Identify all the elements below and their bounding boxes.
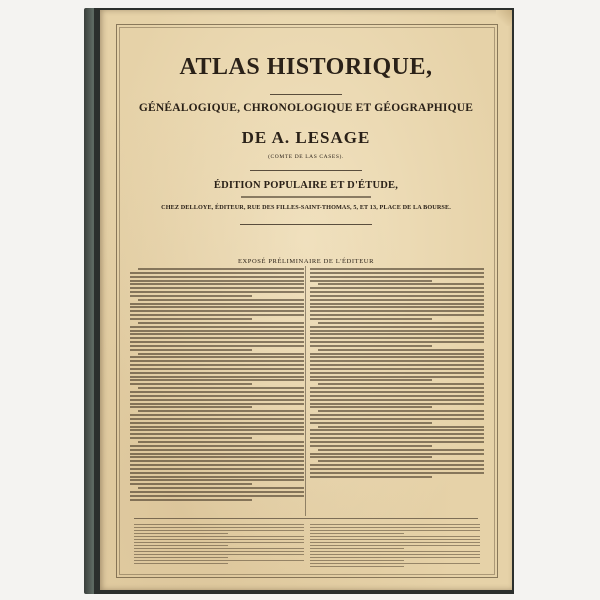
section-rule <box>250 170 362 171</box>
footnotes-right <box>310 524 480 569</box>
page-title: ATLAS HISTORIQUE, <box>179 54 433 80</box>
column-divider <box>305 266 306 516</box>
page-subtitle: GÉNÉALOGIQUE, CHRONOLOGIQUE ET GÉOGRAPHIQUE <box>138 102 474 114</box>
footnotes-left <box>134 524 304 566</box>
edition-line: ÉDITION POPULAIRE ET D'ÉTUDE, <box>213 180 399 191</box>
author-note: (COMTE DE LAS CASES). <box>268 154 344 160</box>
publisher-rule <box>240 224 372 225</box>
author-line: DE A. LESAGE <box>241 128 371 147</box>
page-corner <box>496 10 512 26</box>
body-column-left <box>130 268 304 502</box>
title-rule <box>270 94 342 95</box>
title-page <box>100 10 512 590</box>
body-column-right <box>310 268 484 479</box>
publisher-line: CHEZ DELLOYE, ÉDITEUR, RUE DES FILLES-SAINT-THOMAS, 5, ET 13, PLACE DE LA BOURSE. <box>161 204 451 211</box>
edition-detail <box>100 194 512 199</box>
footnotes-rule <box>134 518 478 519</box>
section-heading: EXPOSÉ PRÉLIMINAIRE DE L'ÉDITEUR <box>237 258 375 265</box>
